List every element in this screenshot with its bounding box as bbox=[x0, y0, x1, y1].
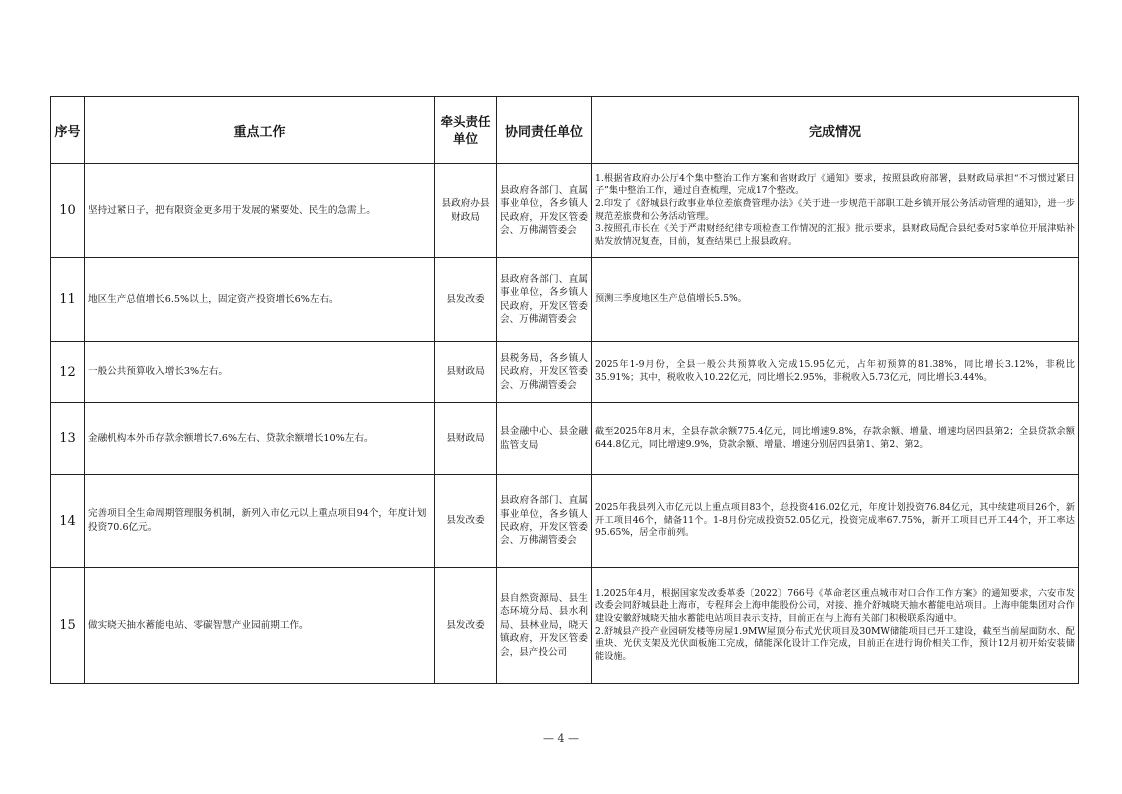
table-row bbox=[51, 342, 1079, 403]
table-row bbox=[51, 258, 1079, 342]
table-row bbox=[51, 475, 1079, 568]
header-status: 完成情况 bbox=[592, 97, 1079, 164]
row-status bbox=[592, 258, 1079, 342]
status-item: 预测三季度地区生产总值增长5.5%。 bbox=[595, 293, 747, 305]
row-status bbox=[592, 342, 1079, 403]
row-task: 地区生产总值增长6.5%以上，固定资产投资增长6%左右。 bbox=[85, 258, 435, 342]
table-row bbox=[51, 403, 1079, 475]
header-key-work: 重点工作 bbox=[85, 97, 435, 164]
status-item: 2.舒城县产投产业园研发楼等房屋1.9MW屋顶分布式光伏项目及30MW储能项目已开工建设，截至当前屋面防水、配重块、光伏支架及光伏面板施工完成，储能深化设计工作完成，目前正在进行询价相关工作，预计12月初开始安装储能设施。 bbox=[595, 625, 1075, 662]
row-co-units: 县自然资源局、县生态环境分局、县水利局、县林业局，晓天镇政府，开发区管委会，县产投公司 bbox=[497, 568, 592, 684]
row-index: 13 bbox=[51, 403, 85, 475]
table-header-row bbox=[51, 97, 1079, 164]
row-index: 10 bbox=[51, 164, 85, 258]
row-co-units: 县政府各部门、直属事业单位，各乡镇人民政府，开发区管委会、万佛湖管委会 bbox=[497, 475, 592, 568]
header-lead-unit-line1: 牵头责任 bbox=[440, 114, 491, 129]
row-task: 坚持过紧日子，把有限资金更多用于发展的紧要处、民生的急需上。 bbox=[85, 164, 435, 258]
row-status bbox=[592, 403, 1079, 475]
row-index: 12 bbox=[51, 342, 85, 403]
table-row bbox=[51, 568, 1079, 684]
row-lead-unit: 县财政局 bbox=[435, 403, 497, 475]
row-co-units: 县政府各部门、直属事业单位，各乡镇人民政府，开发区管委会、万佛湖管委会 bbox=[497, 164, 592, 258]
header-co-units: 协同责任单位 bbox=[497, 97, 592, 164]
row-task: 做实晓天抽水蓄能电站、零碳智慧产业园前期工作。 bbox=[85, 568, 435, 684]
header-lead-unit bbox=[435, 97, 497, 164]
row-lead-unit: 县政府办县财政局 bbox=[435, 164, 497, 258]
status-item: 2025年1-9月份，全县一般公共预算收入完成15.95亿元，占年初预算的81.38%，同比增长3.12%，非税比35.91%；其中，税收收入10.22亿元，同比增长2.95%，非税收入5.73亿元，同比增长3.44%。 bbox=[595, 359, 1075, 383]
row-co-units: 县金融中心、县金融监管支局 bbox=[497, 403, 592, 475]
row-status bbox=[592, 164, 1079, 258]
table-row bbox=[51, 164, 1079, 258]
page-number: — 4 — bbox=[543, 732, 579, 745]
row-status bbox=[592, 568, 1079, 684]
row-status bbox=[592, 475, 1079, 568]
status-item: 1.根据省政府办公厅4个集中整治工作方案和省财政厅《通知》要求，按照县政府部署，县财政局承担“不习惯过紧日子”集中整治工作，通过自查梳理，完成17个整改。 bbox=[595, 172, 1075, 197]
status-item: 截至2025年8月末，全县存款余额775.4亿元，同比增速9.8%，存款余额、增量、增速均居四县第2；全县贷款余额644.8亿元，同比增速9.9%，贷款余额、增量、增速分别居四县第1、第2、第2。 bbox=[595, 425, 1075, 450]
row-task: 一般公共预算收入增长3%左右。 bbox=[85, 342, 435, 403]
row-task: 完善项目全生命周期管理服务机制，新列入市亿元以上重点项目94个，年度计划投资70.6亿元。 bbox=[85, 475, 435, 568]
row-co-units: 县政府各部门、直属事业单位，各乡镇人民政府，开发区管委会、万佛湖管委会 bbox=[497, 258, 592, 342]
row-lead-unit: 县财政局 bbox=[435, 342, 497, 403]
row-index: 11 bbox=[51, 258, 85, 342]
header-index: 序号 bbox=[51, 97, 85, 164]
row-lead-unit: 县发改委 bbox=[435, 258, 497, 342]
row-index: 14 bbox=[51, 475, 85, 568]
status-item: 3.按照孔市长在《关于严肃财经纪律专项检查工作情况的汇报》批示要求，县财政局配合县纪委对5家单位开展津贴补贴发放情况复查，目前，复查结果已上报县政府。 bbox=[595, 223, 1075, 247]
status-item: 2.印发了《舒城县行政事业单位差旅费管理办法》《关于进一步规范干部职工赴乡镇开展公务活动管理的通知》，进一步规范差旅费和公务活动管理。 bbox=[595, 197, 1075, 222]
row-index: 15 bbox=[51, 568, 85, 684]
header-lead-unit-line2: 单位 bbox=[452, 131, 478, 146]
row-lead-unit: 县发改委 bbox=[435, 475, 497, 568]
row-task: 金融机构本外币存款余额增长7.6%左右、贷款余额增长10%左右。 bbox=[85, 403, 435, 475]
row-co-units: 县税务局，各乡镇人民政府，开发区管委会、万佛湖管委会 bbox=[497, 342, 592, 403]
row-lead-unit: 县发改委 bbox=[435, 568, 497, 684]
status-item: 2025年我县列入市亿元以上重点项目83个，总投资416.02亿元，年度计划投资76.84亿元，其中续建项目26个，新开工项目46个，储备11个。1-8月份完成投资52.05亿元，投资完成率67.75%，新开工项目已开工44个，开工率达95.65%，居全市前列。 bbox=[595, 502, 1075, 539]
status-item: 1.2025年4月，根据国家发改委革委〔2022〕766号《革命老区重点城市对口合作工作方案》的通知要求，六安市发改委会同舒城县赴上海市，专程拜会上海申能股份公司，对接、推介舒城晓天抽水蓄能电站项目。上海申能集团对合作建设安徽舒城晓天抽水蓄能电站项目表示支持，目前正在与上海有关部门积极联系沟通中。 bbox=[595, 587, 1075, 624]
work-progress-table bbox=[50, 96, 1079, 684]
